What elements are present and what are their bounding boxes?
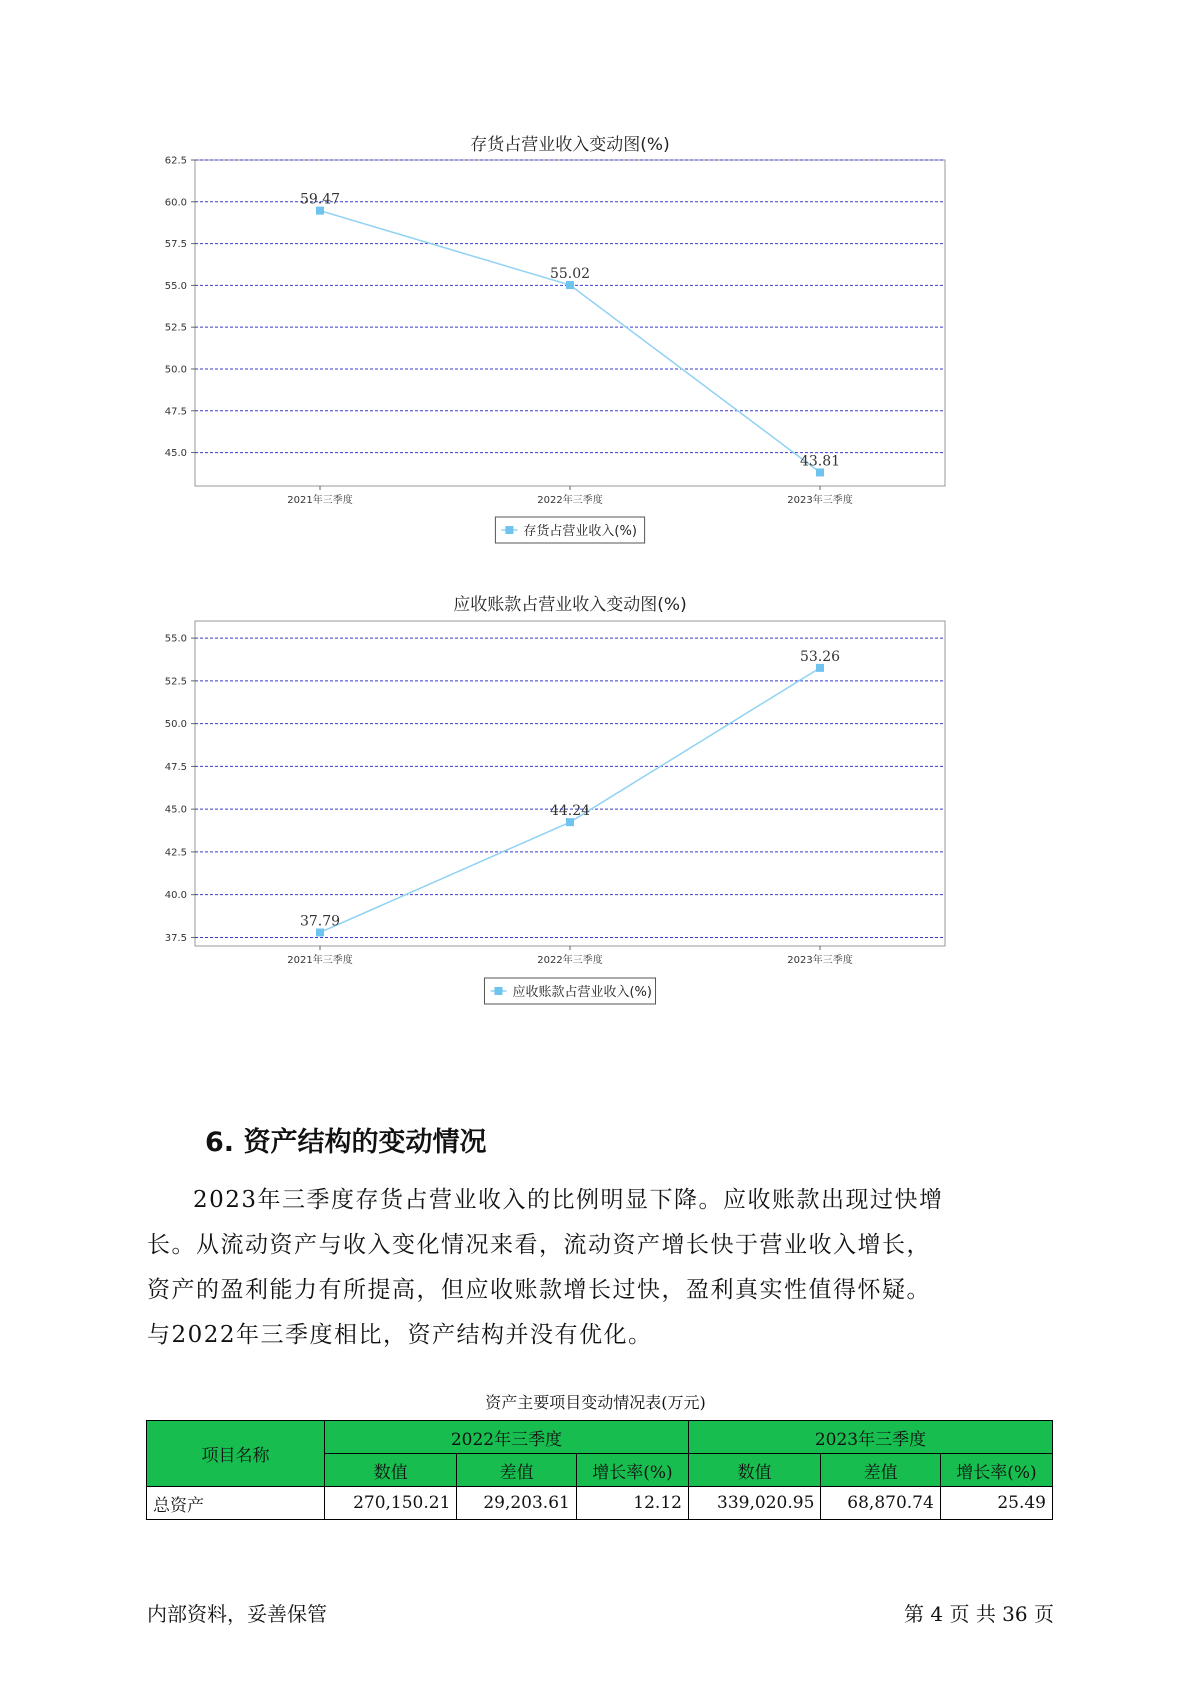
data-label: 43.81 [799,453,841,470]
y-tick-label: 55.0 [164,633,187,645]
x-tick-label: 2021年三季度 [287,495,353,506]
data-label: 55.02 [549,266,591,283]
footer-confidential: 内部资料，妥善保管 [147,1602,327,1626]
item-name-header: 项目名称 [147,1421,325,1487]
x-tick-label: 2023年三季度 [787,955,853,966]
period-b-header: 2023年三季度 [688,1421,1052,1454]
sub-header-diff: 差值 [457,1454,576,1487]
y-tick-label: 47.5 [164,406,187,418]
y-tick-label: 47.5 [164,761,187,773]
data-point [816,664,824,672]
data-label: 44.24 [549,803,591,820]
sub-header-value: 数值 [325,1454,457,1487]
paragraph-line: 长。从流动资产与收入变化情况来看，流动资产增长快于营业收入增长， [147,1232,931,1258]
inventory-ratio-chart [150,130,1040,550]
table-caption: 资产主要项目变动情况表(万元) [485,1393,706,1412]
chart-title: 应收账款占营业收入变动图(%) [453,595,687,615]
x-tick-label: 2022年三季度 [537,955,603,966]
cell-b-value: 339,020.95 [688,1487,820,1520]
y-tick-label: 62.5 [164,155,187,167]
legend-marker [505,526,513,534]
paragraph-line: 资产的盈利能力有所提高，但应收账款增长过快，盈利真实性值得怀疑。 [147,1277,931,1303]
data-point [566,281,574,289]
chart-legend [484,978,655,1004]
y-tick-label: 37.5 [164,932,187,944]
cell-b-diff: 68,870.74 [821,1487,940,1520]
data-point [566,818,574,826]
x-tick-label: 2023年三季度 [787,495,853,506]
y-tick-label: 42.5 [164,847,187,859]
cell-a-diff: 29,203.61 [457,1487,576,1520]
sub-header-value: 数值 [688,1454,820,1487]
sub-header-rate: 增长率(%) [576,1454,688,1487]
receivables-ratio-chart-svg [150,595,1040,1090]
y-tick-label: 60.0 [164,197,187,209]
chart-title: 存货占营业收入变动图(%) [470,135,670,155]
cell-a-rate: 12.12 [576,1487,688,1520]
asset-change-table [146,1420,1053,1520]
row-name: 总资产 [147,1487,325,1520]
analysis-paragraph [147,1178,1042,1358]
x-tick-label: 2021年三季度 [287,955,353,966]
data-label: 37.79 [299,913,341,930]
y-tick-label: 40.0 [164,890,187,902]
data-point [316,928,324,936]
cell-a-value: 270,150.21 [325,1487,457,1520]
receivables-ratio-chart [150,595,1040,1090]
legend-label: 应收账款占营业收入(%) [512,985,652,1000]
data-point [816,468,824,476]
y-tick-label: 52.5 [164,322,187,334]
plot-area [195,160,945,486]
sub-header-rate: 增长率(%) [940,1454,1052,1487]
y-tick-label: 50.0 [164,364,187,376]
table-row [147,1487,1053,1520]
y-tick-label: 50.0 [164,719,187,731]
x-tick-label: 2022年三季度 [537,495,603,506]
y-tick-label: 57.5 [164,239,187,251]
inventory-ratio-chart-svg [150,130,1040,550]
legend-label: 存货占营业收入(%) [523,524,637,539]
section-heading: 6. 资产结构的变动情况 [205,1127,487,1158]
data-label: 59.47 [299,191,341,208]
y-tick-label: 52.5 [164,676,187,688]
plot-area [195,621,945,946]
data-label: 53.26 [799,648,841,665]
y-tick-label: 45.0 [164,448,187,460]
y-tick-label: 55.0 [164,280,187,292]
footer-page-number: 第 4 页 共 36 页 [904,1602,1054,1626]
sub-header-diff: 差值 [821,1454,940,1487]
y-tick-label: 45.0 [164,804,187,816]
paragraph-line: 2023年三季度存货占营业收入的比例明显下降。应收账款出现过快增 [193,1187,944,1213]
data-point [316,207,324,215]
paragraph-line: 与2022年三季度相比，资产结构并没有优化。 [147,1322,653,1348]
legend-marker [494,987,502,995]
cell-b-rate: 25.49 [940,1487,1052,1520]
chart-legend [495,517,644,543]
period-a-header: 2022年三季度 [325,1421,689,1454]
